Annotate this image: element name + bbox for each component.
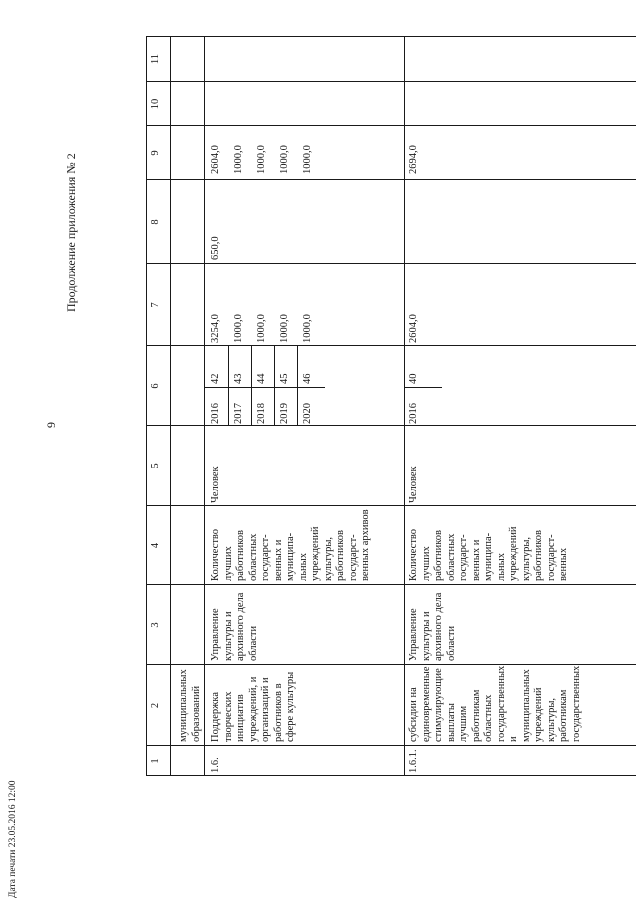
- table-rule: [146, 179, 636, 180]
- row-name: Поддержка творческих инициатив учреждений, и организаций и работников в сфере культуры: [210, 671, 296, 742]
- row-col9-value: 2694,0: [408, 145, 419, 174]
- table-rule: [146, 81, 636, 82]
- row-executor: Управление культуры и архивного дела области: [210, 592, 259, 661]
- row-col9-value: 1000,0: [256, 145, 267, 174]
- table-rule: [146, 36, 636, 37]
- table-rule: [404, 36, 405, 776]
- column-number-10: 10: [150, 98, 161, 110]
- column-number-2: 2: [150, 702, 161, 709]
- row-col9-value: 1000,0: [302, 145, 313, 174]
- row-number: 1.6.1.: [408, 749, 419, 773]
- table-rule: [170, 36, 171, 776]
- row-col9-value: 2604,0: [210, 145, 221, 174]
- row-col7-value: 2604,0: [408, 314, 419, 343]
- table-rule: [297, 346, 298, 426]
- row-col9-value: 1000,0: [279, 145, 290, 174]
- row-count: 46: [302, 373, 313, 384]
- table-rule: [274, 346, 275, 426]
- row-indicator: Количество лучших работников областных государст-венных и муниципа-льных учреждений культуры, работников государст-венных архивов: [210, 509, 371, 581]
- table-rule: [228, 346, 229, 426]
- table-rule: [146, 36, 147, 776]
- row-unit: Человек: [210, 466, 221, 503]
- row-col9-value: 1000,0: [233, 145, 244, 174]
- row-name: субсидии на единовременные стимулирующие выплаты лучшим работникам областных государственных и муниципальных учреждений культуры, работникам государственных: [408, 665, 582, 742]
- table-rule: [146, 664, 636, 665]
- data-table: [146, 36, 636, 776]
- table-rule: [146, 425, 636, 426]
- row-year: 2016: [408, 403, 419, 424]
- column-number-4: 4: [150, 542, 161, 549]
- carryover-text: муниципальных образований: [178, 669, 202, 742]
- row-year: 2018: [256, 403, 267, 424]
- table-rule: [146, 584, 636, 585]
- row-count: 44: [256, 373, 267, 384]
- column-number-9: 9: [150, 150, 161, 156]
- row-unit: Человек: [408, 466, 419, 503]
- page-number: 9: [44, 422, 58, 428]
- column-number-11: 11: [150, 53, 161, 65]
- table-rule: [146, 505, 636, 506]
- column-number-5: 5: [150, 463, 161, 469]
- column-number-8: 8: [150, 219, 161, 225]
- column-number-3: 3: [150, 622, 161, 628]
- table-rule: [146, 775, 636, 776]
- table-rule: [251, 346, 252, 426]
- row-col8-value: 650,0: [210, 236, 221, 260]
- row-executor: Управление культуры и архивного дела области: [408, 592, 457, 661]
- row-indicator: Количество лучших работников областных государст-венных и муниципа-льных учреждений культуры, работников государст-венных: [408, 526, 569, 581]
- row-col7-value: 1000,0: [233, 314, 244, 343]
- table-rule: [146, 263, 636, 264]
- row-year: 2020: [302, 403, 313, 424]
- row-year: 2016: [210, 403, 221, 424]
- row-count: 45: [279, 373, 290, 384]
- row-count: 40: [408, 373, 419, 384]
- row-year: 2017: [233, 403, 244, 424]
- row-year: 2019: [279, 403, 290, 424]
- row-col7-value: 1000,0: [279, 314, 290, 343]
- row-col7-value: 1000,0: [302, 314, 313, 343]
- table-rule: [146, 345, 636, 346]
- column-number-1: 1: [150, 758, 161, 764]
- appendix-continuation-title: Продолжение приложения № 2: [64, 153, 78, 312]
- table-rule: [404, 387, 442, 388]
- table-rule: [146, 125, 636, 126]
- row-number: 1.6.: [210, 757, 221, 773]
- table-rule: [204, 387, 325, 388]
- row-count: 43: [233, 373, 244, 384]
- table-rule: [204, 36, 205, 776]
- print-date: Дата печати 23.05.2016 12:00: [8, 780, 18, 898]
- column-number-6: 6: [150, 383, 161, 389]
- column-number-7: 7: [150, 302, 161, 308]
- row-count: 42: [210, 373, 221, 384]
- row-col7-value: 1000,0: [256, 314, 267, 343]
- table-rule: [146, 745, 636, 746]
- row-col7-value: 3254,0: [210, 314, 221, 343]
